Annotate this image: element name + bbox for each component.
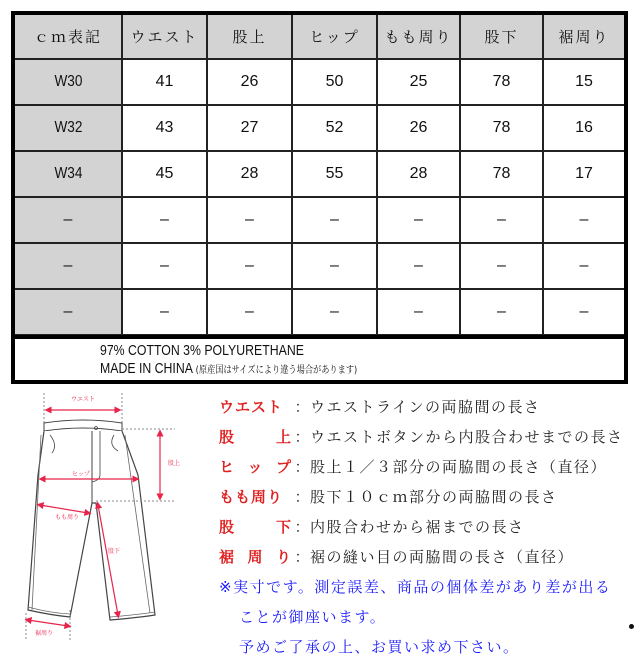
thigh-value: – <box>377 243 460 289</box>
measurement-legend <box>219 391 639 661</box>
rise-value: – <box>207 197 292 243</box>
rise-value: 28 <box>207 151 292 197</box>
legend-item-rise <box>219 421 639 451</box>
thigh-value: 25 <box>377 59 460 105</box>
thigh-value: 26 <box>377 105 460 151</box>
svg-text:ヒップ: ヒップ <box>72 471 90 478</box>
hip-value: 52 <box>292 105 377 151</box>
rise-value: – <box>207 289 292 335</box>
size-label: W34 <box>15 151 122 197</box>
rise-value: 27 <box>207 105 292 151</box>
hem-value: 15 <box>543 59 624 105</box>
size-table-container <box>11 11 628 384</box>
waist-value: 45 <box>122 151 207 197</box>
legend-desc: ウエストラインの両脇間の長さ <box>310 397 541 416</box>
legend-item-inseam <box>219 511 639 541</box>
legend-desc: 股上１／３部分の両脇間の長さ（直径） <box>310 457 608 476</box>
material-footer <box>15 335 624 380</box>
header-hip: ヒップ <box>292 15 377 59</box>
waist-value: – <box>122 197 207 243</box>
pants-measurement-diagram <box>10 385 210 640</box>
waist-value: 43 <box>122 105 207 151</box>
inseam-value: 78 <box>460 105 543 151</box>
disclaimer-line-1: ※実寸です。測定誤差、商品の個体差があり差が出る <box>219 577 612 596</box>
hip-value: 50 <box>292 59 377 105</box>
legend-desc: ウエストボタンから内股合わせまでの長さ <box>310 427 624 446</box>
header-inseam: 股下 <box>460 15 543 59</box>
legend-term: 股 上 <box>219 427 292 446</box>
inseam-value: 78 <box>460 59 543 105</box>
material-text: 97% COTTON 3% POLYURETHANE <box>100 342 304 359</box>
legend-term: 股 下 <box>219 517 292 536</box>
legend-colon: ： <box>294 487 310 506</box>
inseam-value: – <box>460 243 543 289</box>
size-label: – <box>15 197 122 243</box>
disclaimer-line-3: 予めご了承の上、お買い求め下さい。 <box>239 637 520 656</box>
table-row <box>15 289 624 335</box>
legend-item-hip <box>219 451 639 481</box>
legend-desc: 股下１０ｃｍ部分の両脇間の長さ <box>310 487 558 506</box>
svg-text:ウエスト: ウエスト <box>70 396 96 403</box>
legend-colon: ： <box>294 427 310 446</box>
header-waist: ウエスト <box>122 15 207 59</box>
hip-value: – <box>292 197 377 243</box>
legend-colon: ： <box>294 517 310 536</box>
hip-value: – <box>292 243 377 289</box>
header-hem: 裾周り <box>543 15 624 59</box>
legend-colon: ： <box>294 397 310 416</box>
waist-value: 41 <box>122 59 207 105</box>
dot-icon <box>629 624 634 629</box>
size-label: W32 <box>15 105 122 151</box>
hem-value: 17 <box>543 151 624 197</box>
origin-line <box>100 360 530 380</box>
origin-text: MADE IN CHINA <box>100 360 193 377</box>
table-header-row <box>15 15 624 59</box>
legend-term: 裾 周 り <box>219 547 292 566</box>
table-row <box>15 151 624 197</box>
origin-note: (原産国はサイズにより違う場合があります) <box>195 365 358 376</box>
legend-desc: 裾の縫い目の両脇間の長さ（直径） <box>310 547 575 566</box>
pants-icon <box>10 385 210 640</box>
table-row <box>15 197 624 243</box>
header-cm-notation: ｃｍ表記 <box>15 15 122 59</box>
legend-term: もも周り <box>219 487 284 506</box>
legend-desc: 内股合わせから裾までの長さ <box>310 517 525 536</box>
svg-text:裾周り: 裾周り <box>35 630 54 637</box>
legend-item-hem <box>219 541 639 571</box>
legend-term: ヒ ッ プ <box>219 457 292 476</box>
hem-value: – <box>543 197 624 243</box>
thigh-value: – <box>377 197 460 243</box>
inseam-value: 78 <box>460 151 543 197</box>
waist-value: – <box>122 243 207 289</box>
rise-value: – <box>207 243 292 289</box>
inseam-value: – <box>460 197 543 243</box>
hip-value: 55 <box>292 151 377 197</box>
thigh-value: – <box>377 289 460 335</box>
svg-text:もも周り: もも周り <box>55 514 80 521</box>
hip-value: – <box>292 289 377 335</box>
hem-value: – <box>543 243 624 289</box>
thigh-value: 28 <box>377 151 460 197</box>
svg-text:股上: 股上 <box>168 460 181 467</box>
waist-value: – <box>122 289 207 335</box>
size-label: – <box>15 243 122 289</box>
legend-item-waist <box>219 391 639 421</box>
hem-value: – <box>543 289 624 335</box>
rise-value: 26 <box>207 59 292 105</box>
size-label: – <box>15 289 122 335</box>
size-label: W30 <box>15 59 122 105</box>
header-rise: 股上 <box>207 15 292 59</box>
legend-term: ウエスト <box>219 397 284 416</box>
svg-text:股下: 股下 <box>108 548 121 555</box>
legend-colon: ： <box>294 547 310 566</box>
inseam-value: – <box>460 289 543 335</box>
disclaimer-line-2: ことが御座います。 <box>239 607 387 626</box>
size-table <box>15 15 624 336</box>
hem-value: 16 <box>543 105 624 151</box>
legend-colon: ： <box>294 457 310 476</box>
table-row <box>15 59 624 105</box>
legend-item-thigh <box>219 481 639 511</box>
header-thigh: もも周り <box>377 15 460 59</box>
table-row <box>15 105 624 151</box>
table-row <box>15 243 624 289</box>
